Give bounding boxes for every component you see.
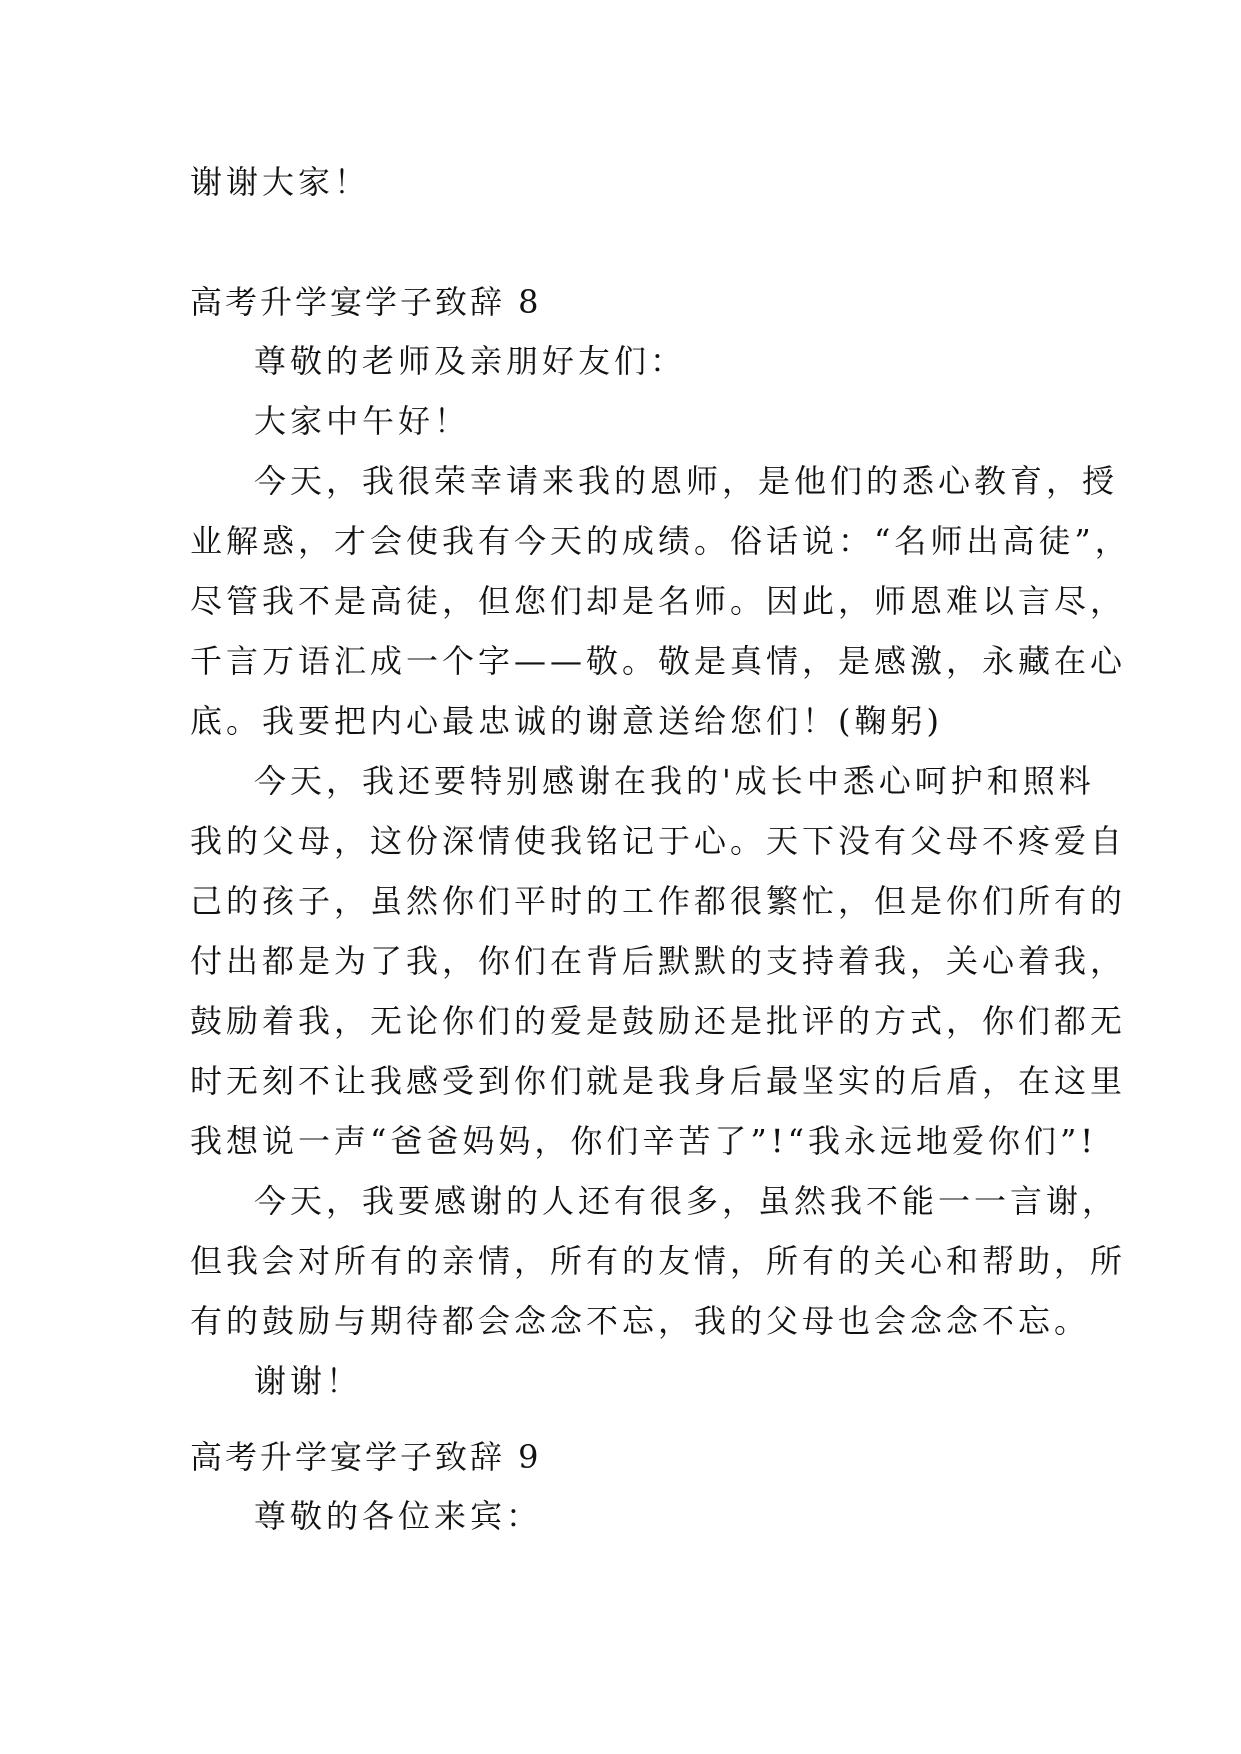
salutation: 尊敬的各位来宾： [254, 1497, 543, 1535]
greeting: 大家中午好！ [254, 402, 471, 440]
paragraph-line: 底。我要把内心最忠诚的谢意送给您们！(鞠躬) [190, 702, 943, 740]
closing-text: 谢谢大家！ [190, 163, 371, 201]
section-8-body [190, 331, 1131, 1411]
paragraph-line: 业解惑，才会使我有今天的成绩。俗话说：“名师出高徒”， [190, 522, 1131, 560]
closing-previous-section [190, 152, 1060, 212]
salutation: 尊敬的老师及亲朋好友们： [254, 342, 687, 380]
closing-text: 谢谢！ [254, 1362, 363, 1400]
paragraph-line: 付出都是为了我，你们在背后默默的支持着我，关心着我， [190, 942, 1127, 980]
paragraph-line: 时无刻不让我感受到你们就是我身后最坚实的后盾，在这里 [190, 1062, 1127, 1100]
paragraph-line: 我想说一声“爸爸妈妈，你们辛苦了”!“我永远地爱你们”! [190, 1122, 1098, 1160]
paragraph-line: 千言万语汇成一个字——敬。敬是真情，是感激，永藏在心 [190, 642, 1127, 680]
paragraph-line: 尽管我不是高徒，但您们却是名师。因此，师恩难以言尽， [190, 582, 1127, 620]
paragraph-line: 我的父母，这份深情使我铭记于心。天下没有父母不疼爱自 [190, 822, 1127, 860]
paragraph-line: 但我会对所有的亲情，所有的友情，所有的关心和帮助，所 [190, 1242, 1127, 1280]
paragraph-line: 己的孩子，虽然你们平时的工作都很繁忙，但是你们所有的 [190, 882, 1127, 920]
paragraph-line: 今天，我要感谢的人还有很多，虽然我不能一一言谢， [254, 1182, 1119, 1220]
section-title: 高考升学宴学子致辞 9 [190, 1438, 542, 1476]
section-title: 高考升学宴学子致辞 8 [190, 283, 542, 321]
paragraph-line: 今天，我很荣幸请来我的恩师，是他们的悉心教育，授 [254, 462, 1119, 500]
section-8-title [190, 272, 1060, 332]
section-9-title [190, 1427, 1060, 1487]
paragraph-line: 鼓励着我，无论你们的爱是鼓励还是批评的方式，你们都无 [190, 1002, 1127, 1040]
paragraph-line: 有的鼓励与期待都会念念不忘，我的父母也会念念不忘。 [190, 1302, 1091, 1340]
paragraph-line: 今天，我还要特别感谢在我的'成长中悉心呵护和照料 [254, 762, 1095, 800]
section-9-body [190, 1486, 1060, 1546]
